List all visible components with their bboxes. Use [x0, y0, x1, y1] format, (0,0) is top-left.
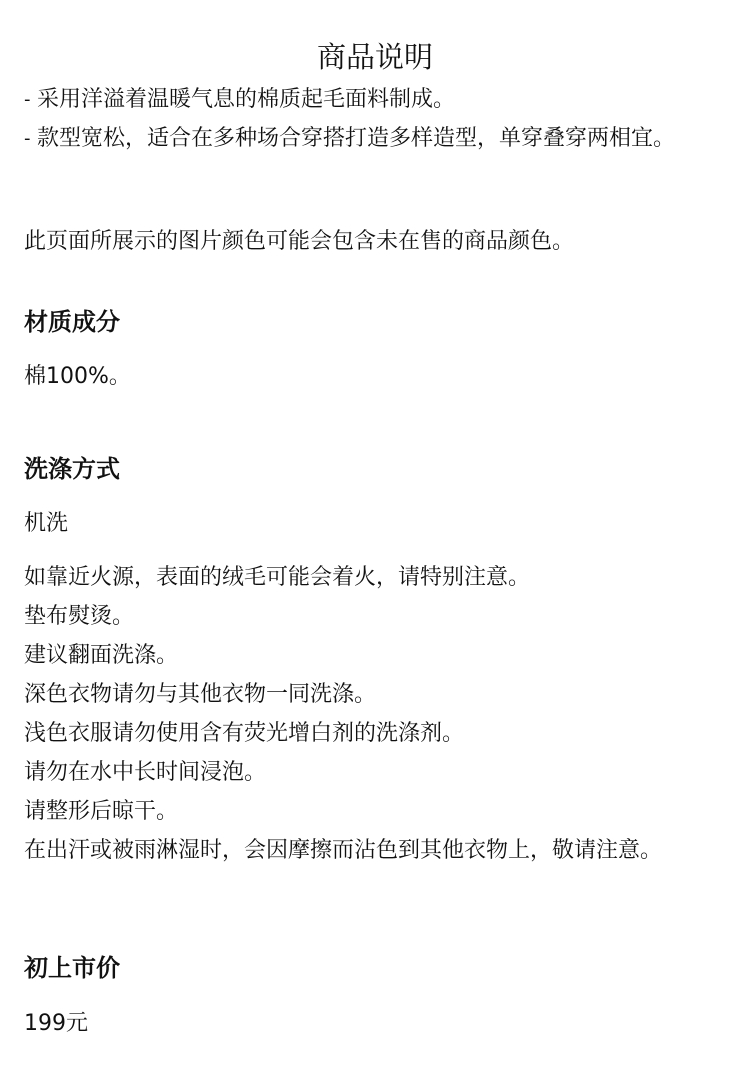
care-instruction: 请勿在水中长时间浸泡。 [24, 760, 267, 785]
care-instruction: 请整形后晾干。 [24, 799, 179, 824]
feature-bullet [24, 80, 730, 119]
care-instruction: 在出汗或被雨淋湿时，会因摩擦而沾色到其他衣物上，敬请注意。 [24, 838, 663, 863]
care-instruction: 垫布熨烫。 [24, 604, 135, 629]
material-value: 棉100%。 [24, 364, 131, 389]
bullet-dash: - [24, 128, 31, 149]
care-instruction: 深色衣物请勿与其他衣物一同洗涤。 [24, 682, 377, 707]
page-title: 商品说明 [316, 40, 433, 75]
feature-bullet-text: 款型宽松，适合在多种场合穿搭打造多样造型，单穿叠穿两相宜。 [37, 126, 676, 151]
care-method: 机洗 [24, 511, 69, 536]
feature-bullet [24, 119, 730, 158]
care-instruction-list [24, 558, 730, 870]
color-disclaimer: 此页面所展示的图片颜色可能会包含未在售的商品颜色。 [24, 229, 575, 254]
feature-bullet-text: 采用洋溢着温暖气息的棉质起毛面料制成。 [37, 87, 456, 112]
care-instruction: 浅色衣服请勿使用含有荧光增白剂的洗涤剂。 [24, 721, 465, 746]
price-heading: 初上市价 [24, 954, 120, 982]
feature-bullet-list [24, 80, 730, 158]
care-instruction: 建议翻面洗涤。 [24, 643, 179, 668]
care-heading: 洗涤方式 [24, 455, 120, 483]
care-instruction: 如靠近火源，表面的绒毛可能会着火，请特别注意。 [24, 565, 531, 590]
price-value: 199元 [24, 1011, 88, 1036]
bullet-dash: - [24, 89, 31, 110]
material-heading: 材质成分 [24, 308, 120, 336]
